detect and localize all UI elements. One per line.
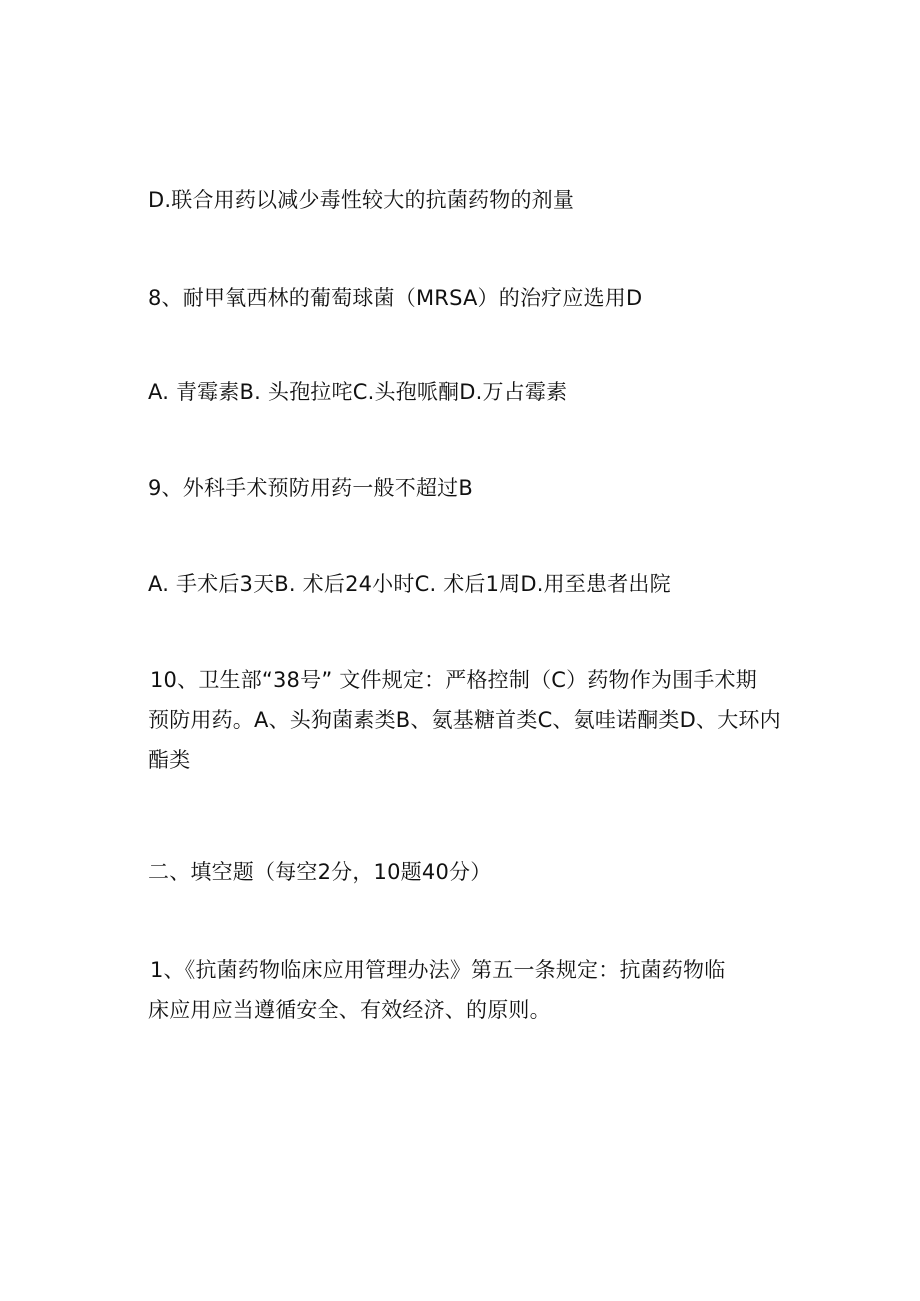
question-10-line-1: 10、卫生部“38号” 文件规定：严格控制（C）药物作为围手术期 [150, 668, 757, 692]
question-10-line-2: 预防用药。A、头狗菌素类B、氨基糖首类C、氨哇诺酮类D、大环内 [148, 708, 781, 732]
question-10 [148, 660, 808, 780]
question-8: 8、耐甲氧西林的葡萄球菌（MRSA）的治疗应选用D [148, 286, 643, 310]
question-8-options: A. 青霉素B. 头孢拉咤C.头孢哌酮D.万占霉素 [148, 380, 568, 404]
fill-question-1-line-1: 1、《抗菌药物临床应用管理办法》第五一条规定：抗菌药物临 [150, 958, 726, 982]
option-line-d: D.联合用药以减少毒性较大的抗菌药物的剂量 [148, 188, 575, 212]
section-heading-fill-in: 二、填空题（每空2分，10题40分） [148, 860, 492, 884]
question-9-options: A. 手术后3天B. 术后24小时C. 术后1周D.用至患者出院 [148, 572, 671, 596]
fill-question-1 [148, 950, 808, 1030]
question-10-line-3: 酯类 [148, 748, 191, 772]
question-9: 9、外科手术预防用药一般不超过B [148, 476, 473, 500]
fill-question-1-line-2: 床应用应当遵循安全、有效经济、的原则。 [148, 998, 551, 1022]
